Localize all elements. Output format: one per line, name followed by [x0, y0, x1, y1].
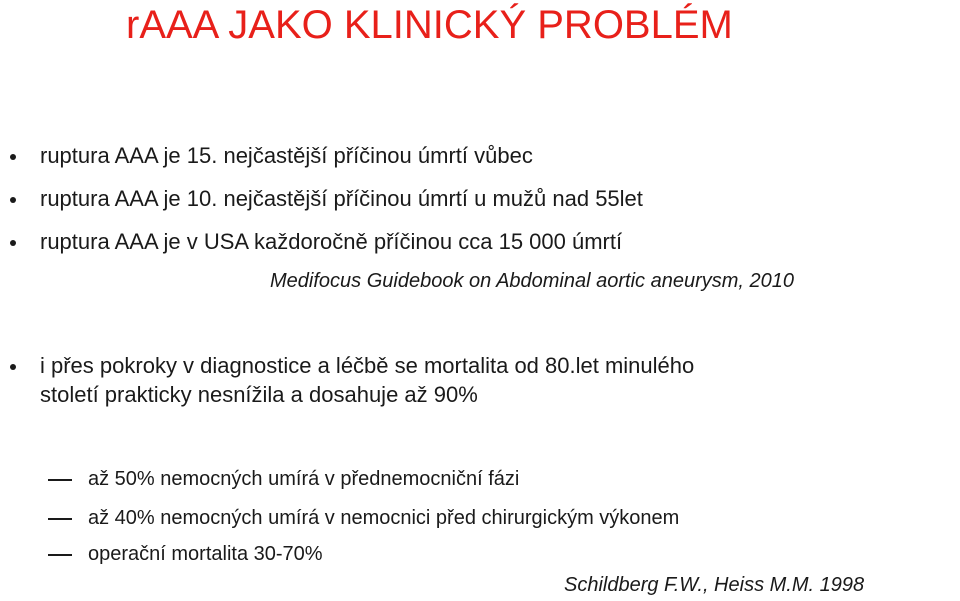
- bullet-text: ruptura AAA je 15. nejčastější příčinou úmrtí vůbec: [40, 143, 533, 168]
- bullet-text-line: i přes pokroky v diagnostice a léčbě se mortalita od 80.let minulého: [40, 353, 695, 378]
- reference-citation: Schildberg F.W., Heiss M.M. 1998: [564, 574, 865, 596]
- sub-item-text: až 50% nemocných umírá v přednemocniční fázi: [88, 468, 520, 490]
- bullet-multiline-text: [40, 351, 694, 409]
- bullet-dot-icon: [10, 154, 16, 160]
- bullet-text-line: století prakticky nesnížila a dosahuje až 90%: [40, 382, 478, 407]
- bullet-text: ruptura AAA je 10. nejčastější příčinou úmrtí u mužů nad 55let: [40, 186, 643, 211]
- dash-icon: [48, 518, 72, 520]
- bullet-dot-icon: [10, 240, 16, 246]
- sub-item-text: až 40% nemocných umírá v nemocnici před chirurgickým výkonem: [88, 507, 680, 529]
- sub-item-text: operační mortalita 30-70%: [88, 543, 323, 565]
- dash-icon: [48, 479, 72, 481]
- bullet-dot-icon: [10, 364, 16, 370]
- reference-citation: Medifocus Guidebook on Abdominal aortic aneurysm, 2010: [270, 270, 795, 292]
- slide-title: rAAA JAKO KLINICKÝ PROBLÉM: [126, 3, 733, 47]
- dash-icon: [48, 554, 72, 556]
- bullet-dot-icon: [10, 197, 16, 203]
- bullet-text: ruptura AAA je v USA každoročně příčinou cca 15 000 úmrtí: [40, 229, 623, 254]
